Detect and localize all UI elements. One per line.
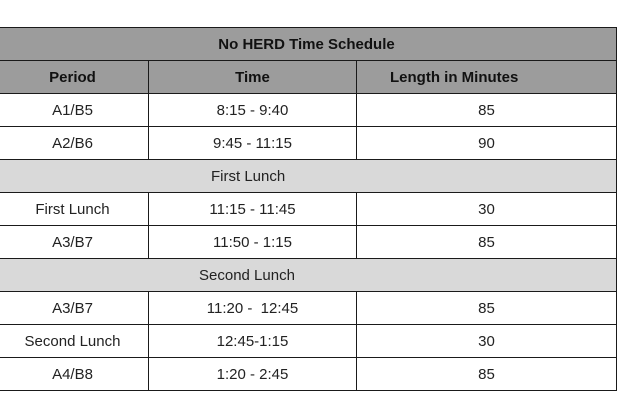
table-row — [0, 127, 617, 160]
table-title-row — [0, 28, 617, 61]
table-row — [0, 325, 617, 358]
table-row — [0, 94, 617, 127]
length-cell: 85 — [357, 226, 617, 259]
length-cell: 85 — [357, 292, 617, 325]
length-cell: 30 — [357, 193, 617, 226]
table-header-row — [0, 61, 617, 94]
table-row — [0, 292, 617, 325]
time-cell: 9:45 - 11:15 — [149, 127, 357, 160]
section-row-second-lunch — [0, 259, 617, 292]
table-row — [0, 226, 617, 259]
section-label: Second Lunch — [0, 259, 617, 292]
period-cell: A2/B6 — [0, 127, 149, 160]
period-cell: A3/B7 — [0, 226, 149, 259]
period-cell: Second Lunch — [0, 325, 149, 358]
time-cell: 12:45-1:15 — [149, 325, 357, 358]
header-period: Period — [0, 61, 149, 94]
time-cell: 11:50 - 1:15 — [149, 226, 357, 259]
section-row-first-lunch — [0, 160, 617, 193]
period-cell: A3/B7 — [0, 292, 149, 325]
time-cell: 11:20 - 12:45 — [149, 292, 357, 325]
length-cell: 85 — [357, 94, 617, 127]
time-cell: 11:15 - 11:45 — [149, 193, 357, 226]
period-cell: First Lunch — [0, 193, 149, 226]
time-cell: 8:15 - 9:40 — [149, 94, 357, 127]
length-cell: 85 — [357, 358, 617, 391]
header-time: Time — [149, 61, 357, 94]
period-cell: A4/B8 — [0, 358, 149, 391]
time-cell: 1:20 - 2:45 — [149, 358, 357, 391]
header-length: Length in Minutes — [357, 61, 617, 94]
period-cell: A1/B5 — [0, 94, 149, 127]
length-cell: 30 — [357, 325, 617, 358]
table-row — [0, 193, 617, 226]
table-row — [0, 358, 617, 391]
schedule-table — [0, 27, 617, 391]
table-title: No HERD Time Schedule — [0, 28, 617, 61]
section-label: First Lunch — [0, 160, 617, 193]
length-cell: 90 — [357, 127, 617, 160]
